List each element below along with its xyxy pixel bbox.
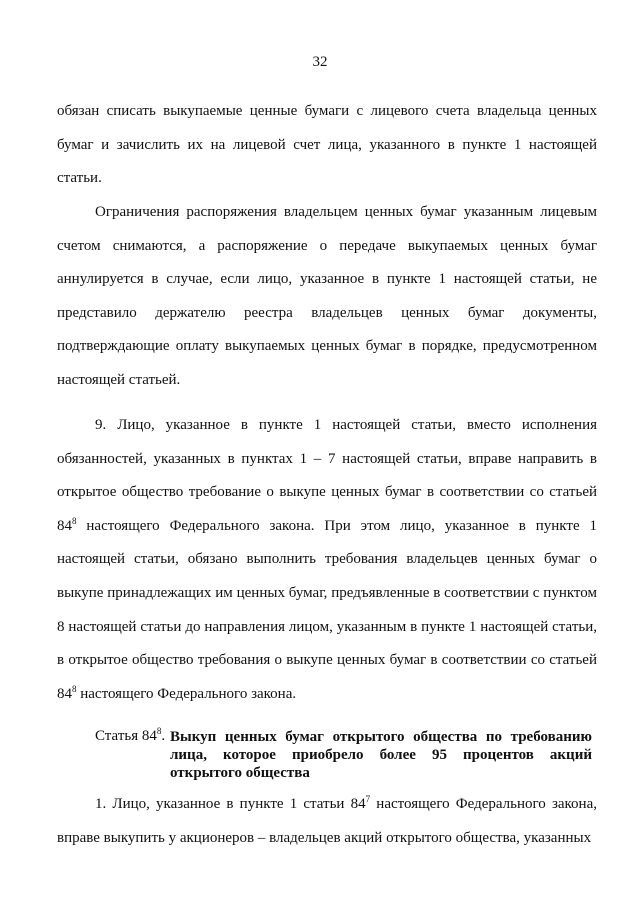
paragraph-restrictions: Ограничения распоряжения владельцем ценных бумаг указанным лицевым счетом снимаются, а распоряжение о передаче выкупаемых ценных бумаг аннулируется в случае, если лицо, указанное в пункте 1 настоящей статьи, не представило держателю реестра владельцев ценных бумаг документы, подтверждающие оплату выкупаемых ценных бумаг в порядке, предусмотренном настоящей статьей. (57, 204, 597, 388)
superscript-7: 7 (365, 794, 371, 804)
paragraph-article-item-1-part-2: настоящего Федерального закона, вправе выкупить у акционеров – владельцев акций открытого общества, указанных (57, 796, 597, 846)
article-title: Выкуп ценных бумаг открытого общества по требованию лица, которое приобрело более 95 процентов акций открытого общества (170, 729, 592, 781)
paragraph-item-9-part-2: настоящего Федерального закона. При этом лицо, указанное в пункте 1 настоящей статьи, обязано выполнить требования владельцев ценных бумаг о выкупе принадлежащих им ценных бумаг, предъявленные в соответствии с пунктом 8 настоящей статьи до направления лицом, указанным в пункте 1 настоящей статьи, в открытое общество требования о выкупе ценных бумаг в соответствии со статьей 84 (57, 517, 597, 702)
paragraph-article-item-1 (57, 788, 597, 855)
paragraph-item-9 (57, 409, 597, 711)
paragraph-continuation: обязан списать выкупаемые ценные бумаги с лицевого счета владельца ценных бумаг и зачислить их на лицевой счет лица, указанного в пункте 1 настоящей статьи. (57, 103, 597, 187)
superscript-8: 8 (72, 515, 77, 526)
paragraph-item-9-part-3: настоящего Федерального закона. (76, 685, 297, 702)
article-number-superscript: 8 (156, 726, 162, 736)
paragraph-article-item-1-part-1: 1. Лицо, указанное в пункте 1 статьи 84 (95, 796, 366, 812)
page-number: 32 (312, 54, 328, 70)
article-number-suffix: . (161, 728, 166, 744)
paragraph-item-9-part-1: 9. Лицо, указанное в пункте 1 настоящей статьи, вместо исполнения обязанностей, указанных в пунктах 1 – 7 настоящей статьи, вправе направить в открытое общество требование о выкупе ценных бумаг в соответствии со статьей 84 (57, 417, 597, 534)
article-label (95, 728, 165, 745)
superscript-8: 8 (72, 683, 77, 694)
article-number: Статья 84 (95, 728, 157, 744)
